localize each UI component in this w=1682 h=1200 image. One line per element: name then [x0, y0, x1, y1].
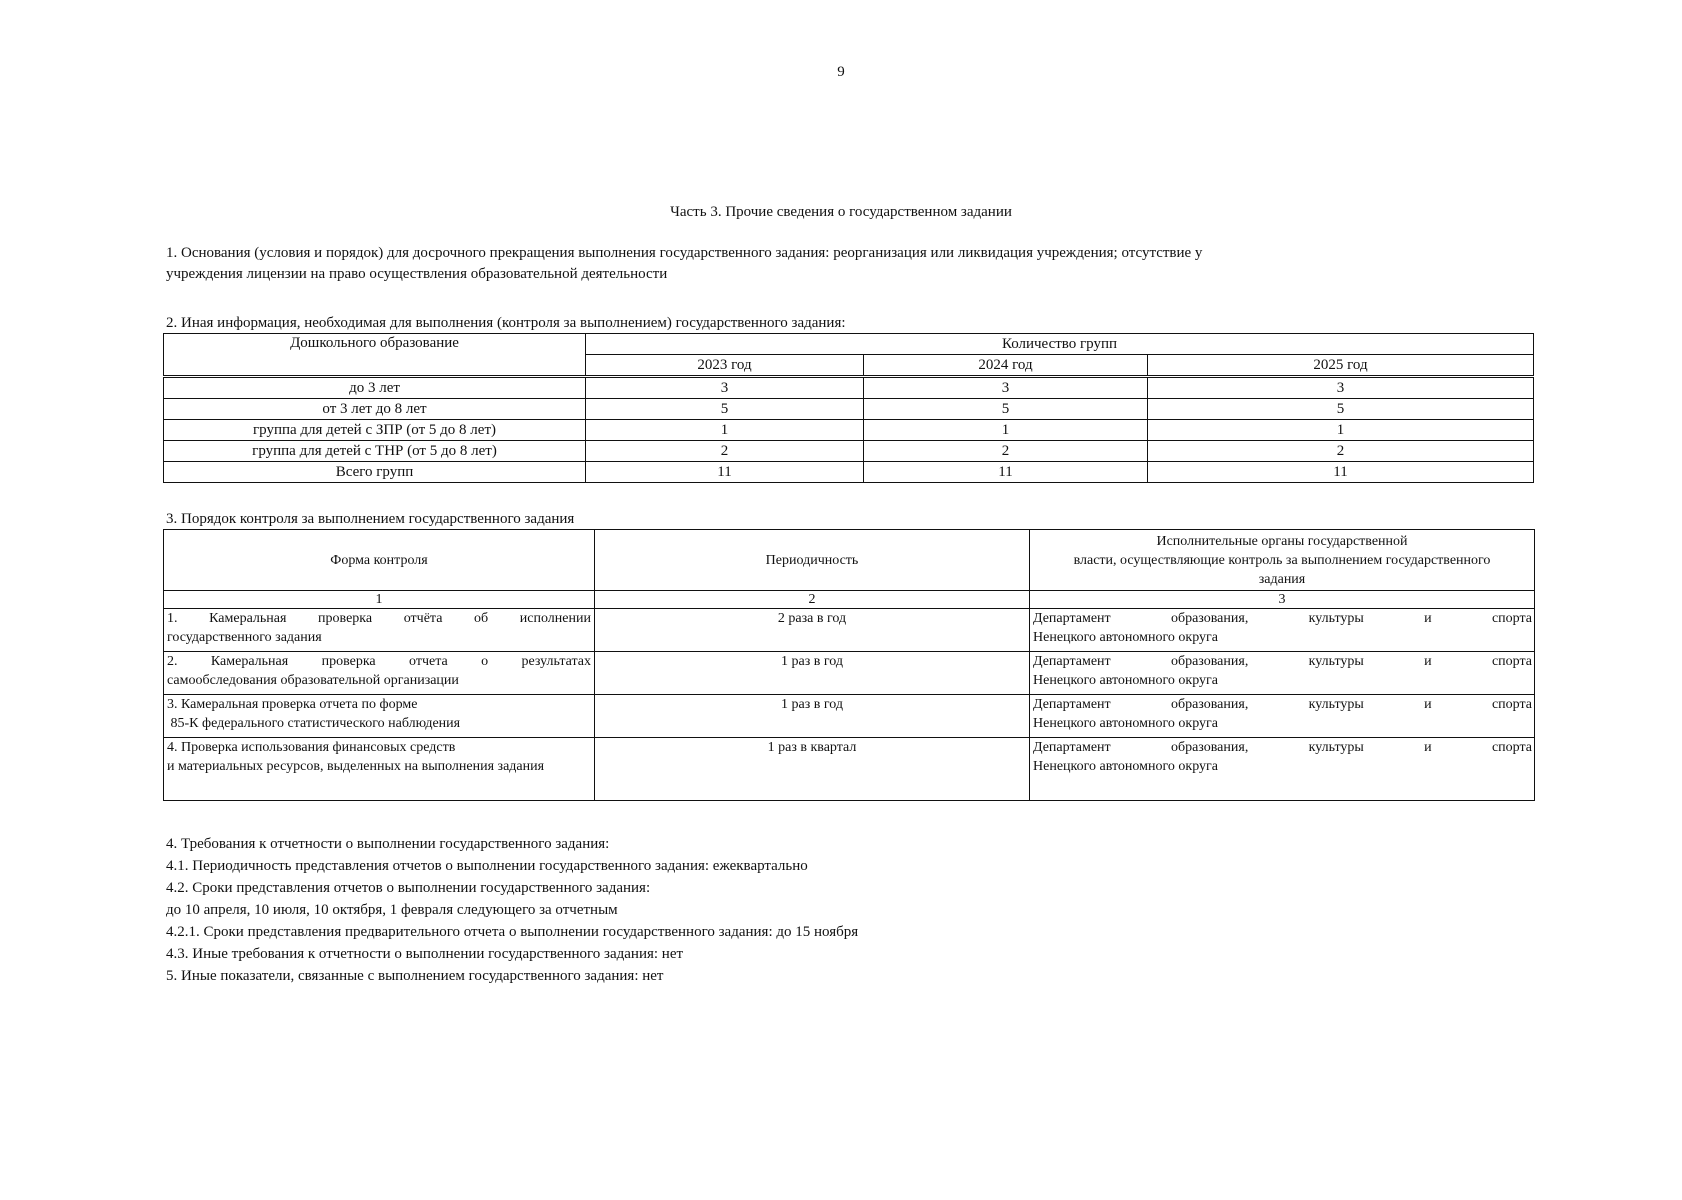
header-line: власти, осуществляющие контроль за выполнением государственного [1073, 552, 1491, 568]
control-form-cell [164, 695, 595, 738]
table-row [164, 441, 1534, 462]
word: культуры [1308, 697, 1364, 712]
justified-line [1033, 609, 1532, 628]
control-form-cell [164, 652, 595, 695]
table-row [164, 420, 1534, 441]
word: спорта [1491, 740, 1532, 755]
word: образования, [1170, 740, 1249, 755]
header-control-form: Форма контроля [164, 530, 595, 591]
cell-value: 11 [864, 462, 1148, 483]
row-label: Всего групп [164, 462, 586, 483]
justified-line [1033, 738, 1532, 757]
word: Департамент [1033, 740, 1111, 755]
control-body-cell [1030, 695, 1535, 738]
text-line: 85-К федерального статистического наблюдения [167, 716, 461, 731]
word: и [1424, 611, 1432, 626]
justified-line [167, 609, 591, 628]
requirement-line: 5. Иные показатели, связанные с выполнением государственного задания: нет [166, 968, 664, 984]
row-label: от 3 лет до 8 лет [164, 399, 586, 420]
cell-value: 1 [1148, 420, 1534, 441]
word: о [481, 654, 489, 669]
word: проверка [318, 611, 373, 626]
word: отчета [409, 654, 448, 669]
text-line: 4. Проверка использования финансовых средств [167, 740, 456, 755]
table-row [164, 695, 1535, 738]
requirement-line: до 10 апреля, 10 июля, 10 октября, 1 февраля следующего за отчетным [166, 902, 618, 918]
word: проверка [321, 654, 376, 669]
group-count-table [163, 333, 1534, 483]
section3-title: 3. Порядок контроля за выполнением государственного задания [166, 511, 575, 527]
column-number-row [164, 591, 1535, 609]
justified-line [167, 652, 591, 671]
table-row [164, 399, 1534, 420]
control-procedure-table [163, 529, 1535, 801]
table-header-row [164, 334, 1534, 355]
section1-line2: учреждения лицензии на право осуществления образовательной деятельности [166, 266, 668, 282]
cell-value: 5 [864, 399, 1148, 420]
word: Камеральная [209, 611, 287, 626]
year-header: 2025 год [1148, 355, 1534, 377]
control-form-cell [164, 609, 595, 652]
table-row-total [164, 462, 1534, 483]
year-header: 2023 год [586, 355, 864, 377]
reporting-requirements [166, 833, 858, 987]
cell-value: 5 [1148, 399, 1534, 420]
word: Департамент [1033, 654, 1111, 669]
word: образования, [1170, 697, 1249, 712]
control-body-cell [1030, 609, 1535, 652]
word: результатах [521, 654, 591, 669]
part-title: Часть 3. Прочие сведения о государственном задании [670, 204, 1012, 220]
word: 1. [167, 611, 178, 626]
cell-value: 3 [1148, 377, 1534, 399]
text-line: Ненецкого автономного округа [1033, 630, 1218, 645]
requirement-line: 4.2.1. Сроки представления предварительного отчета о выполнении государственного задания: до 15 ноября [166, 924, 859, 940]
section2-title: 2. Иная информация, необходимая для выполнения (контроля за выполнением) государственного задания: [166, 315, 846, 331]
control-body-cell [1030, 652, 1535, 695]
cell-value: 1 [864, 420, 1148, 441]
cell-value: 5 [586, 399, 864, 420]
cell-value: 11 [586, 462, 864, 483]
cell-value: 1 [586, 420, 864, 441]
periodicity-cell: 1 раз в год [595, 695, 1030, 738]
word: культуры [1308, 654, 1364, 669]
header-preschool: Дошкольного образование [164, 334, 586, 377]
row-label: до 3 лет [164, 377, 586, 399]
text-line: государственного задания [167, 630, 322, 645]
table-row [164, 738, 1535, 801]
word: образования, [1170, 611, 1249, 626]
word: культуры [1308, 740, 1364, 755]
text-line: Ненецкого автономного округа [1033, 716, 1218, 731]
cell-value: 2 [864, 441, 1148, 462]
requirement-line: 4. Требования к отчетности о выполнении государственного задания: [166, 836, 610, 852]
word: Департамент [1033, 697, 1111, 712]
word: и [1424, 697, 1432, 712]
word: культуры [1308, 611, 1364, 626]
word: спорта [1491, 611, 1532, 626]
row-label: группа для детей с ТНР (от 5 до 8 лет) [164, 441, 586, 462]
word: спорта [1491, 654, 1532, 669]
text-line: 3. Камеральная проверка отчета по форме [167, 697, 418, 712]
requirement-line: 4.1. Периодичность представления отчетов о выполнении государственного задания: ежеквартально [166, 858, 808, 874]
column-number: 2 [595, 591, 1030, 609]
header-line: Исполнительные органы государственной [1156, 533, 1408, 549]
justified-line [1033, 695, 1532, 714]
word: об [474, 611, 489, 626]
word: отчёта [403, 611, 443, 626]
row-label: группа для детей с ЗПР (от 5 до 8 лет) [164, 420, 586, 441]
periodicity-cell: 1 раз в год [595, 652, 1030, 695]
header-line: задания [1258, 571, 1306, 587]
word: Департамент [1033, 611, 1111, 626]
word: образования, [1170, 654, 1249, 669]
text-line: самообследования образовательной организации [167, 673, 459, 688]
cell-value: 2 [1148, 441, 1534, 462]
header-control-bodies [1030, 530, 1535, 591]
table-row [164, 652, 1535, 695]
column-number: 1 [164, 591, 595, 609]
word: и [1424, 654, 1432, 669]
year-header: 2024 год [864, 355, 1148, 377]
column-number: 3 [1030, 591, 1535, 609]
cell-value: 3 [586, 377, 864, 399]
word: 2. [167, 654, 178, 669]
requirement-line: 4.2. Сроки представления отчетов о выполнении государственного задания: [166, 880, 651, 896]
text-line: Ненецкого автономного округа [1033, 673, 1218, 688]
section1-line1: 1. Основания (условия и порядок) для досрочного прекращения выполнения государственного задания: реорганизация или ликвидация учреждения; отсутствие у [166, 245, 1203, 261]
table-row [164, 377, 1534, 399]
control-form-cell [164, 738, 595, 801]
header-periodicity: Периодичность [595, 530, 1030, 591]
periodicity-cell: 2 раза в год [595, 609, 1030, 652]
justified-line [1033, 652, 1532, 671]
word: и [1424, 740, 1432, 755]
word: Камеральная [210, 654, 289, 669]
cell-value: 11 [1148, 462, 1534, 483]
requirement-line: 4.3. Иные требования к отчетности о выполнении государственного задания: нет [166, 946, 684, 962]
periodicity-cell: 1 раз в квартал [595, 738, 1030, 801]
control-body-cell [1030, 738, 1535, 801]
header-group-count: Количество групп [586, 334, 1534, 355]
table-header-row [164, 530, 1535, 591]
page-number: 9 [837, 64, 845, 80]
text-line: Ненецкого автономного округа [1033, 759, 1218, 774]
cell-value: 2 [586, 441, 864, 462]
text-line: и материальных ресурсов, выделенных на выполнения задания [167, 759, 545, 774]
cell-value: 3 [864, 377, 1148, 399]
word: исполнении [519, 611, 591, 626]
word: спорта [1491, 697, 1532, 712]
table-row [164, 609, 1535, 652]
